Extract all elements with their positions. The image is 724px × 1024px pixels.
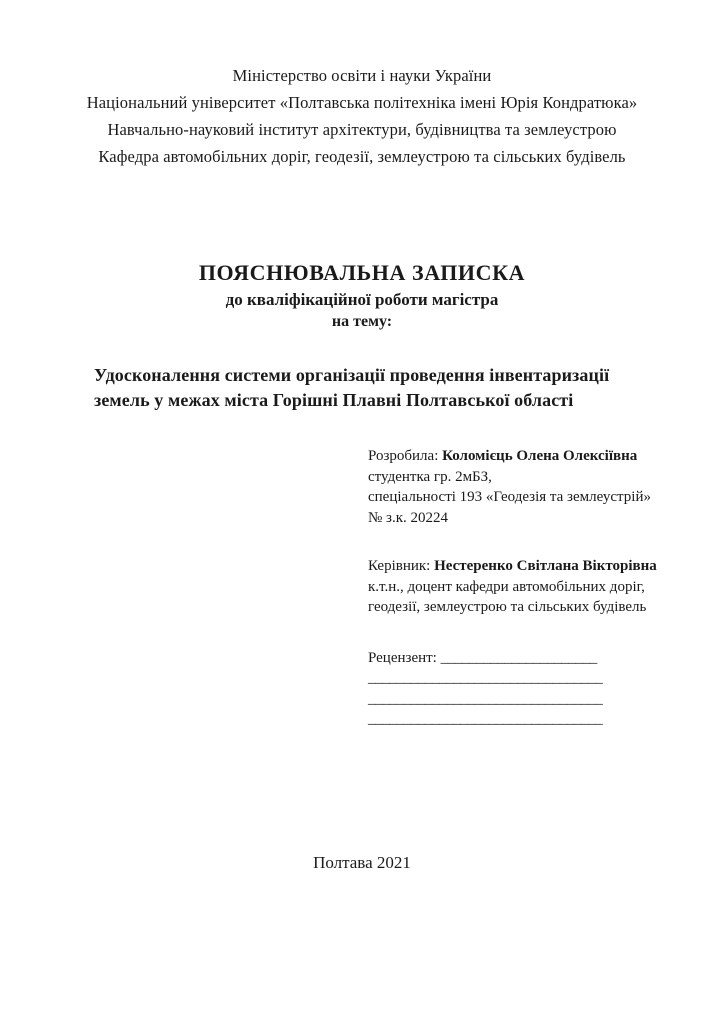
credits-column (368, 446, 668, 730)
reviewer-fill-rule-1: ______________________ (440, 649, 597, 666)
author-name: Коломієць Олена Олексіївна (442, 448, 638, 464)
thesis-topic (94, 363, 634, 413)
author-specialty: спеціальності 193 «Геодезія та землеустрій» (368, 489, 651, 505)
spacer-reviewer (368, 618, 668, 648)
author-group: студентка гр. 2мБЗ, (368, 468, 492, 485)
header-line-department: Кафедра автомобільних доріг, геодезії, землеустрою та сільських будівель (98, 147, 626, 166)
supervisor-position-line-2: геодезії, землеустрою та сільських будівель (368, 599, 647, 615)
document-kind-on-topic: на тему: (331, 313, 393, 330)
footer-block (0, 851, 724, 874)
author-label: Розробила: (368, 448, 439, 464)
institution-header (44, 62, 680, 170)
supervisor-name: Нестеренко Світлана Вікторівна (434, 558, 657, 574)
supervisor-position-line-1: к.т.н., доцент кафедри автомобільних доріг, (368, 578, 645, 595)
thesis-topic-line-1: Удосконалення системи організації проведення інвентаризації (94, 365, 610, 385)
spacer-supervisor (368, 528, 668, 556)
author-record-book: № з.к. 20224 (368, 509, 449, 526)
reviewer-fill-rule-4: _________________________________ (368, 711, 603, 727)
author-name-line (368, 446, 668, 467)
reviewer-fill-rule-3: _________________________________ (368, 690, 603, 707)
header-line-institute: Навчально-науковий інститут архітектури, будівництва та землеустрою (107, 120, 617, 139)
reviewer-fill-rule-2: _________________________________ (368, 670, 603, 686)
header-line-university: Національний університет «Полтавська політехніка імені Юрія Кондратюка» (86, 93, 638, 112)
document-kind-subtitle: до кваліфікаційної роботи магістра (225, 290, 499, 309)
reviewer-block (368, 648, 668, 730)
supervisor-block (368, 556, 668, 618)
document-kind-title: ПОЯСНЮВАЛЬНА ЗАПИСКА (198, 260, 526, 285)
supervisor-name-line (368, 556, 668, 577)
document-kind-block (44, 258, 680, 333)
reviewer-name-line (368, 648, 668, 669)
reviewer-label: Рецензент: (368, 649, 437, 666)
header-line-ministry: Міністерство освіти і науки України (232, 66, 492, 85)
supervisor-label: Керівник: (368, 558, 431, 574)
thesis-topic-line-2: земель у межах міста Горішні Плавні Полтавської області (94, 390, 574, 410)
footer-place-year: Полтава 2021 (313, 853, 411, 872)
author-block (368, 446, 668, 528)
